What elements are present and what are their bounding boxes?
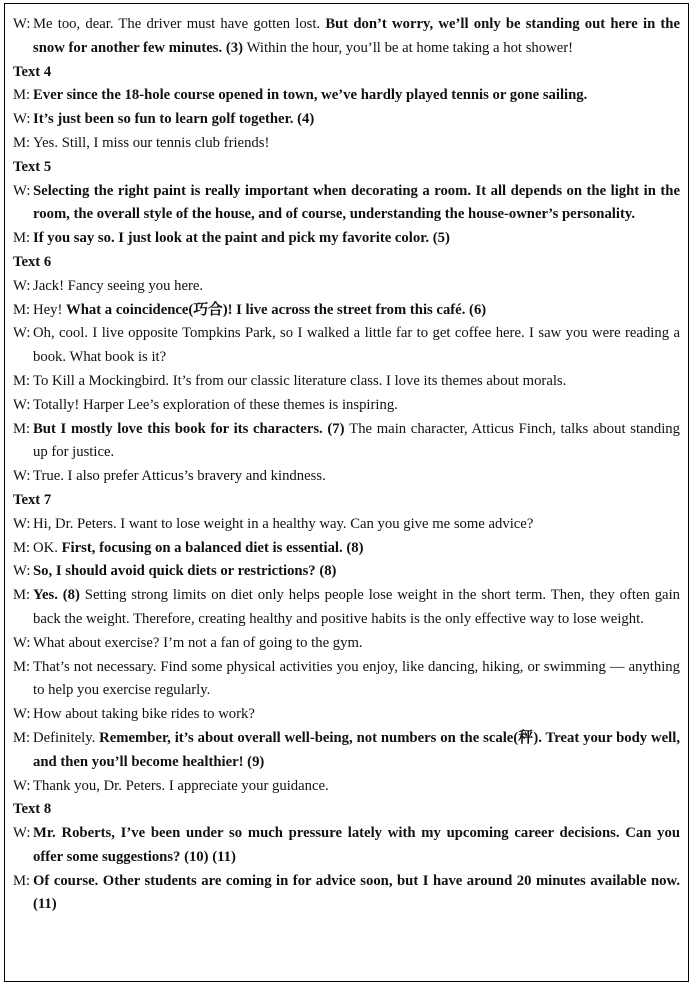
speaker-label: M: (13, 372, 31, 389)
dialogue-text: What about exercise? I’m not a fan of going to the gym. (33, 634, 363, 651)
dialogue-line (13, 727, 680, 775)
emphasized-text: It’s just been so fun to learn golf together. (4) (33, 111, 315, 128)
dialogue-text: True. I also prefer Atticus’s bravery and kindness. (33, 468, 326, 485)
dialogue-line (13, 775, 680, 799)
dialogue-text: Thank you, Dr. Peters. I appreciate your guidance. (33, 777, 329, 794)
dialogue-line (13, 870, 680, 918)
dialogue-line (13, 13, 680, 61)
emphasized-text: Mr. Roberts, I’ve been under so much pressure lately with my upcoming career decisions. Can you offer some suggestions? (10) (11) (33, 825, 680, 865)
emphasized-text: But I mostly love this book for its characters. (7) (33, 420, 350, 437)
section-header: Text 6 (13, 253, 52, 270)
dialogue-line (13, 703, 680, 727)
emphasized-text: What a coincidence(巧合)! I live across the street from this café. (6) (66, 301, 487, 318)
dialogue-line (13, 537, 680, 561)
dialogue-text: The main character, Atticus Finch, talks about standing up for justice. (33, 420, 680, 461)
document-page (4, 3, 689, 982)
speaker-label: W: (13, 277, 31, 294)
emphasized-text: If you say so. I just look at the paint and pick my favorite color. (5) (33, 230, 450, 247)
emphasized-text: So, I should avoid quick diets or restrictions? (8) (33, 563, 337, 580)
speaker-label: W: (13, 634, 31, 651)
speaker-label: W: (13, 468, 31, 485)
dialogue-text: Hi, Dr. Peters. I want to lose weight in a healthy way. Can you give me some advice? (33, 515, 534, 532)
speaker-label: M: (13, 539, 31, 556)
dialogue-line (13, 180, 680, 228)
speaker-label: M: (13, 301, 31, 318)
dialogue-text: Within the hour, you’ll be at home taking a hot shower! (246, 39, 573, 56)
section-header: Text 4 (13, 63, 52, 80)
speaker-label: W: (13, 396, 31, 413)
dialogue-line (13, 584, 680, 632)
speaker-label: W: (13, 825, 31, 842)
speaker-label: W: (13, 706, 31, 723)
dialogue-text: OK. (33, 539, 62, 556)
dialogue-line (13, 299, 680, 323)
dialogue-text: Yes. Still, I miss our tennis club friends! (33, 134, 270, 151)
dialogue-line (13, 275, 680, 299)
speaker-label: W: (13, 563, 31, 580)
dialogue-text: Totally! Harper Lee’s exploration of these themes is inspiring. (33, 396, 398, 413)
dialogue-line (13, 418, 680, 466)
speaker-label: M: (13, 729, 31, 746)
emphasized-text: Of course. Other students are coming in for advice soon, but I have around 20 minutes available now. (11) (33, 872, 680, 913)
dialogue-line (13, 108, 680, 132)
speaker-label: W: (13, 182, 31, 199)
dialogue-text: That’s not necessary. Find some physical activities you enjoy, like dancing, hiking, or swimming — anything to help you exercise regularly. (33, 658, 680, 699)
speaker-label: W: (13, 111, 31, 128)
speaker-label: W: (13, 515, 31, 532)
speaker-label: W: (13, 777, 31, 794)
speaker-label: W: (13, 325, 31, 342)
dialogue-text: Jack! Fancy seeing you here. (33, 277, 204, 294)
speaker-label: M: (13, 872, 31, 889)
transcript (13, 13, 680, 917)
dialogue-line (13, 465, 680, 489)
dialogue-line (13, 513, 680, 537)
dialogue-text: Setting strong limits on diet only helps people lose weight in the short term. Then, they often gain back the weight. Therefore, creating healthy and positive habits is the only effective way to lose weight. (33, 587, 680, 627)
emphasized-text: First, focusing on a balanced diet is essential. (8) (61, 539, 364, 556)
dialogue-text: To Kill a Mockingbird. It’s from our classic literature class. I love its themes about morals. (33, 372, 567, 389)
dialogue-line (13, 84, 680, 108)
emphasized-text: But don’t worry, we’ll only be standing out here in the snow for another few minutes. (3) (33, 16, 680, 56)
section-header: Text 7 (13, 491, 52, 508)
dialogue-line (13, 227, 680, 251)
speaker-label: M: (13, 230, 31, 247)
dialogue-line (13, 560, 680, 584)
section-header: Text 5 (13, 158, 52, 175)
section-header: Text 8 (13, 801, 52, 818)
dialogue-line (13, 394, 680, 418)
dialogue-text: How about taking bike rides to work? (33, 706, 255, 723)
dialogue-line (13, 370, 680, 394)
dialogue-text: Oh, cool. I live opposite Tompkins Park, so I walked a little far to get coffee here. I saw you were reading a book. What book is it? (33, 325, 680, 366)
emphasized-text: Remember, it’s about overall well-being, not numbers on the scale(秤). Treat your body well, and then you’ll become healthier! (9) (33, 729, 680, 770)
speaker-label: M: (13, 420, 31, 437)
dialogue-line (13, 632, 680, 656)
speaker-label: M: (13, 658, 31, 675)
dialogue-text: Hey! (33, 301, 67, 318)
dialogue-line (13, 322, 680, 370)
speaker-label: M: (13, 134, 31, 151)
emphasized-text: Yes. (8) (33, 587, 85, 604)
emphasized-text: Ever since the 18-hole course opened in town, we’ve hardly played tennis or gone sailing. (33, 87, 588, 104)
dialogue-line (13, 656, 680, 704)
dialogue-text: Definitely. (33, 729, 100, 746)
dialogue-text: Me too, dear. The driver must have gotten lost. (33, 16, 326, 32)
speaker-label: M: (13, 87, 31, 104)
dialogue-line (13, 822, 680, 870)
dialogue-line (13, 132, 680, 156)
speaker-label: W: (13, 16, 31, 32)
emphasized-text: Selecting the right paint is really important when decorating a room. It all depends on the light in the room, the overall style of the house, and of course, understanding the house-owner’s personality. (33, 182, 680, 223)
speaker-label: M: (13, 587, 31, 604)
